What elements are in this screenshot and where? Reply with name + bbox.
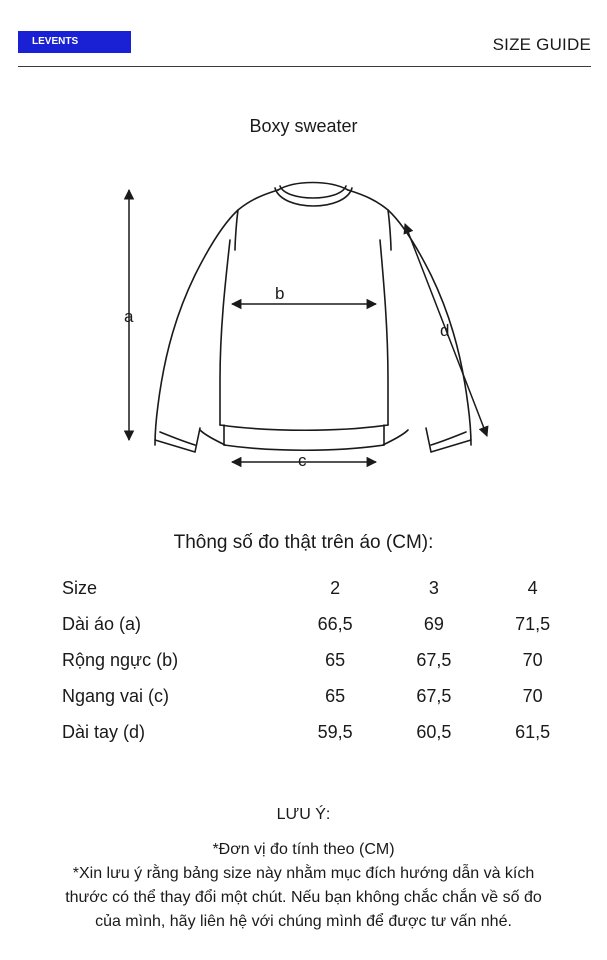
note-line: *Xin lưu ý rằng bảng size này nhằm mục đích hướng dẫn và kích <box>72 865 535 882</box>
table-row <box>62 714 582 750</box>
row-label: Ngang vai (c) <box>62 685 170 706</box>
size-header-cell: 2 <box>330 577 341 598</box>
table-row <box>62 678 582 714</box>
row-value: 66,5 <box>317 613 353 634</box>
row-label: Rộng ngực (b) <box>62 649 179 670</box>
notes-heading: LƯU Ý: <box>276 806 331 823</box>
row-value: 70 <box>522 685 543 706</box>
note-line: *Đơn vị đo tính theo (CM) <box>212 841 395 858</box>
row-value: 67,5 <box>416 649 452 670</box>
size-header-cell: 3 <box>428 577 439 598</box>
table-header-row <box>62 570 582 606</box>
note-line: thước có thể thay đổi một chút. Nếu bạn không chắc chắn về số đo <box>65 889 542 906</box>
label-b: b <box>275 284 285 303</box>
row-value: 59,5 <box>317 721 353 742</box>
page-title: SIZE GUIDE <box>492 35 591 54</box>
measurement-arrows <box>129 190 487 462</box>
sweater-diagram <box>0 170 607 480</box>
row-value: 65 <box>325 649 346 670</box>
notes-section <box>0 803 607 934</box>
row-value: 61,5 <box>515 721 551 742</box>
row-value: 65 <box>325 685 346 706</box>
size-header-cell: 4 <box>527 577 538 598</box>
measurement-table-title: Thông số đo thật trên áo (CM): <box>173 532 434 553</box>
size-table <box>62 570 582 750</box>
sweater-outline <box>155 183 471 453</box>
row-value: 70 <box>522 649 543 670</box>
row-value: 69 <box>423 613 444 634</box>
table-row <box>62 642 582 678</box>
label-a: a <box>124 307 134 326</box>
table-row <box>62 606 582 642</box>
note-line: của mình, hãy liên hệ với chúng mình để được tư vấn nhé. <box>95 913 512 930</box>
row-value: 60,5 <box>416 721 452 742</box>
row-value: 71,5 <box>515 613 551 634</box>
row-label: Dài áo (a) <box>62 613 142 634</box>
row-value: 67,5 <box>416 685 452 706</box>
label-d: d <box>440 321 450 340</box>
brand-logo[interactable]: LEVENTS <box>18 31 131 53</box>
product-title: Boxy sweater <box>249 116 358 136</box>
row-label: Dài tay (d) <box>62 721 146 742</box>
label-c: c <box>298 451 307 470</box>
header-divider <box>18 66 591 67</box>
size-header-label: Size <box>62 577 98 598</box>
